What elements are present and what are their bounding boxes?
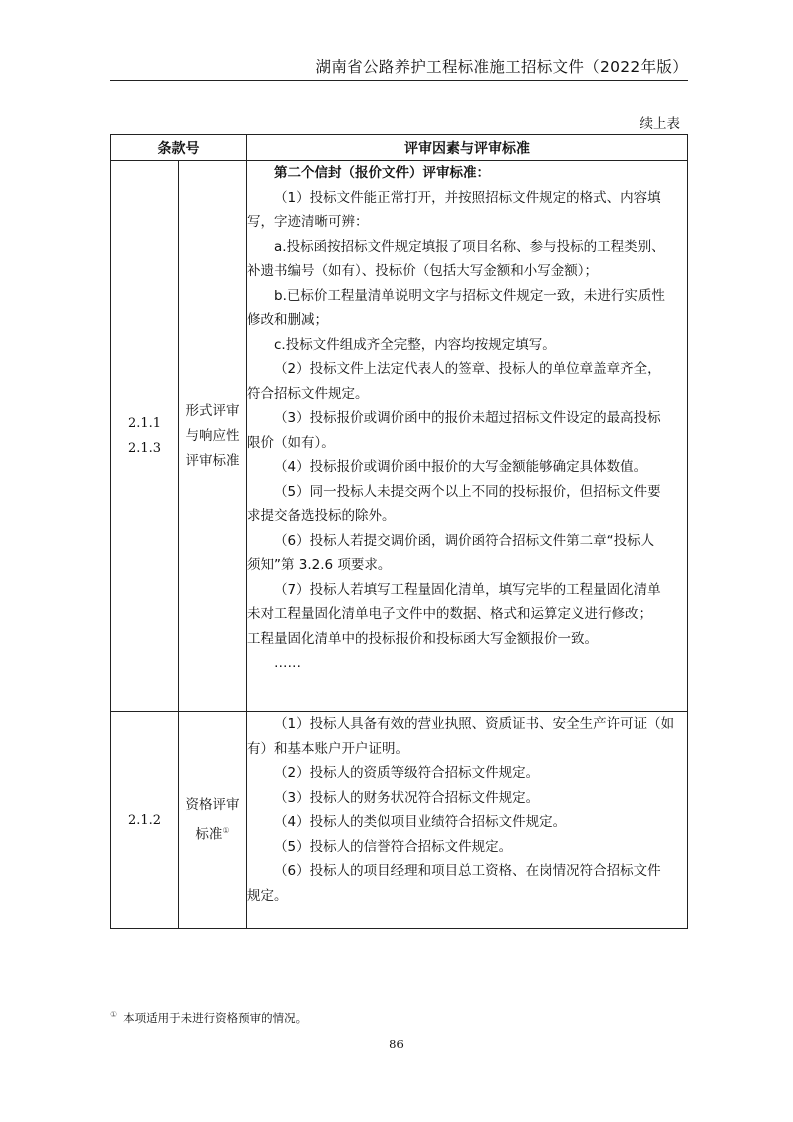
criteria-line: c.投标文件组成齐全完整，内容均按规定填写。 xyxy=(274,336,556,353)
clause-number: 2.1.1 xyxy=(127,416,162,431)
clause-number: 2.1.3 xyxy=(127,441,162,456)
page-number: 86 xyxy=(389,1037,404,1051)
criteria-line: 工程量固化清单中的投标报价和投标函大写金额报价一致。 xyxy=(247,630,598,647)
criteria-line: 限价（如有）。 xyxy=(247,434,335,451)
criteria-line: （5）同一投标人未提交两个以上不同的投标报价，但招标文件要 xyxy=(274,483,661,500)
running-header: 湖南省公路养护工程标准施工招标文件（2022年版） xyxy=(315,58,688,76)
criteria-line: （4）投标人的类似项目业绩符合招标文件规定。 xyxy=(274,814,567,830)
table-header-row xyxy=(111,135,688,161)
criteria-line: 未对工程量固化清单电子文件中的数据、格式和运算定义进行修改； xyxy=(247,606,652,622)
footnote-reference: ① xyxy=(222,825,230,835)
col-header-criteria: 评审因素与评审标准 xyxy=(247,135,688,161)
criteria-line: （4）投标报价或调价函中报价的大写金额能够确定具体数值。 xyxy=(274,459,648,475)
criteria-line: 补遗书编号（如有）、投标价（包括大写金额和小写金额）； xyxy=(247,263,598,279)
continued-label: 续上表 xyxy=(639,116,680,132)
criteria-line: （6）投标人的项目经理和项目总工资格、在岗情况符合招标文件 xyxy=(274,863,661,879)
review-factor-cell xyxy=(179,712,247,929)
criteria-cell xyxy=(247,161,688,712)
criteria-line: 符合招标文件规定。 xyxy=(247,385,369,402)
clause-number: 2.1.2 xyxy=(127,812,162,828)
review-factor-text: 标准 xyxy=(195,826,223,843)
clause-number-cell xyxy=(111,712,179,929)
criteria-line: （3）投标报价或调价函中的报价未超过招标文件设定的最高投标 xyxy=(274,410,661,426)
criteria-line: 修改和删减； xyxy=(247,312,328,328)
criteria-line: b.已标价工程量清单说明文字与招标文件规定一致，未进行实质性 xyxy=(274,287,665,304)
criteria-line: 有）和基本账户开户证明。 xyxy=(247,740,409,757)
criteria-line: 须知”第 3.2.6 项要求。 xyxy=(247,557,392,573)
footnote-mark: ① xyxy=(110,1010,118,1020)
criteria-line: （3）投标人的财务状况符合招标文件规定。 xyxy=(274,789,540,806)
clause-number-cell xyxy=(111,161,179,712)
review-factor-line: 资格评审 xyxy=(185,796,240,813)
criteria-line: （7）投标人若填写工程量固化清单，填写完毕的工程量固化清单 xyxy=(274,581,661,598)
review-factor-line: 形式评审 xyxy=(185,402,240,419)
criteria-line: （2）投标文件上法定代表人的签章、投标人的单位章盖章齐全， xyxy=(274,361,661,377)
table-row xyxy=(111,161,688,712)
footnote-text: 本项适用于未进行资格预审的情况。 xyxy=(123,1011,308,1025)
criteria-cell xyxy=(247,712,688,929)
criteria-line: （6）投标人若提交调价函，调价函符合招标文件第二章“投标人 xyxy=(274,532,655,549)
review-factor-line: 与响应性 xyxy=(185,427,240,444)
table-row xyxy=(111,712,688,929)
criteria-line: （1）投标文件能正常打开，并按照招标文件规定的格式、内容填 xyxy=(274,189,661,206)
evaluation-criteria-table xyxy=(110,134,688,929)
criteria-line: 写，字迹清晰可辨： xyxy=(247,214,369,230)
review-factor-cell xyxy=(179,161,247,712)
col-header-clause: 条款号 xyxy=(111,135,247,161)
criteria-line: （1）投标人具备有效的营业执照、资质证书、安全生产许可证（如 xyxy=(274,716,675,732)
criteria-line: 规定。 xyxy=(247,887,288,904)
criteria-line: 求提交备选投标的除外。 xyxy=(247,508,396,524)
criteria-subheading: 第二个信封（报价文件）评审标准： xyxy=(274,165,490,181)
criteria-line: a.投标函按招标文件规定填报了项目名称、参与投标的工程类别、 xyxy=(274,238,665,255)
criteria-ellipsis: …… xyxy=(274,655,301,671)
review-factor-line: 评审标准 xyxy=(185,452,240,469)
criteria-line: （5）投标人的信誉符合招标文件规定。 xyxy=(274,838,513,855)
header-rule xyxy=(110,80,688,81)
footnote xyxy=(110,1010,307,1026)
criteria-line: （2）投标人的资质等级符合招标文件规定。 xyxy=(274,765,540,781)
review-factor-line xyxy=(179,818,246,848)
